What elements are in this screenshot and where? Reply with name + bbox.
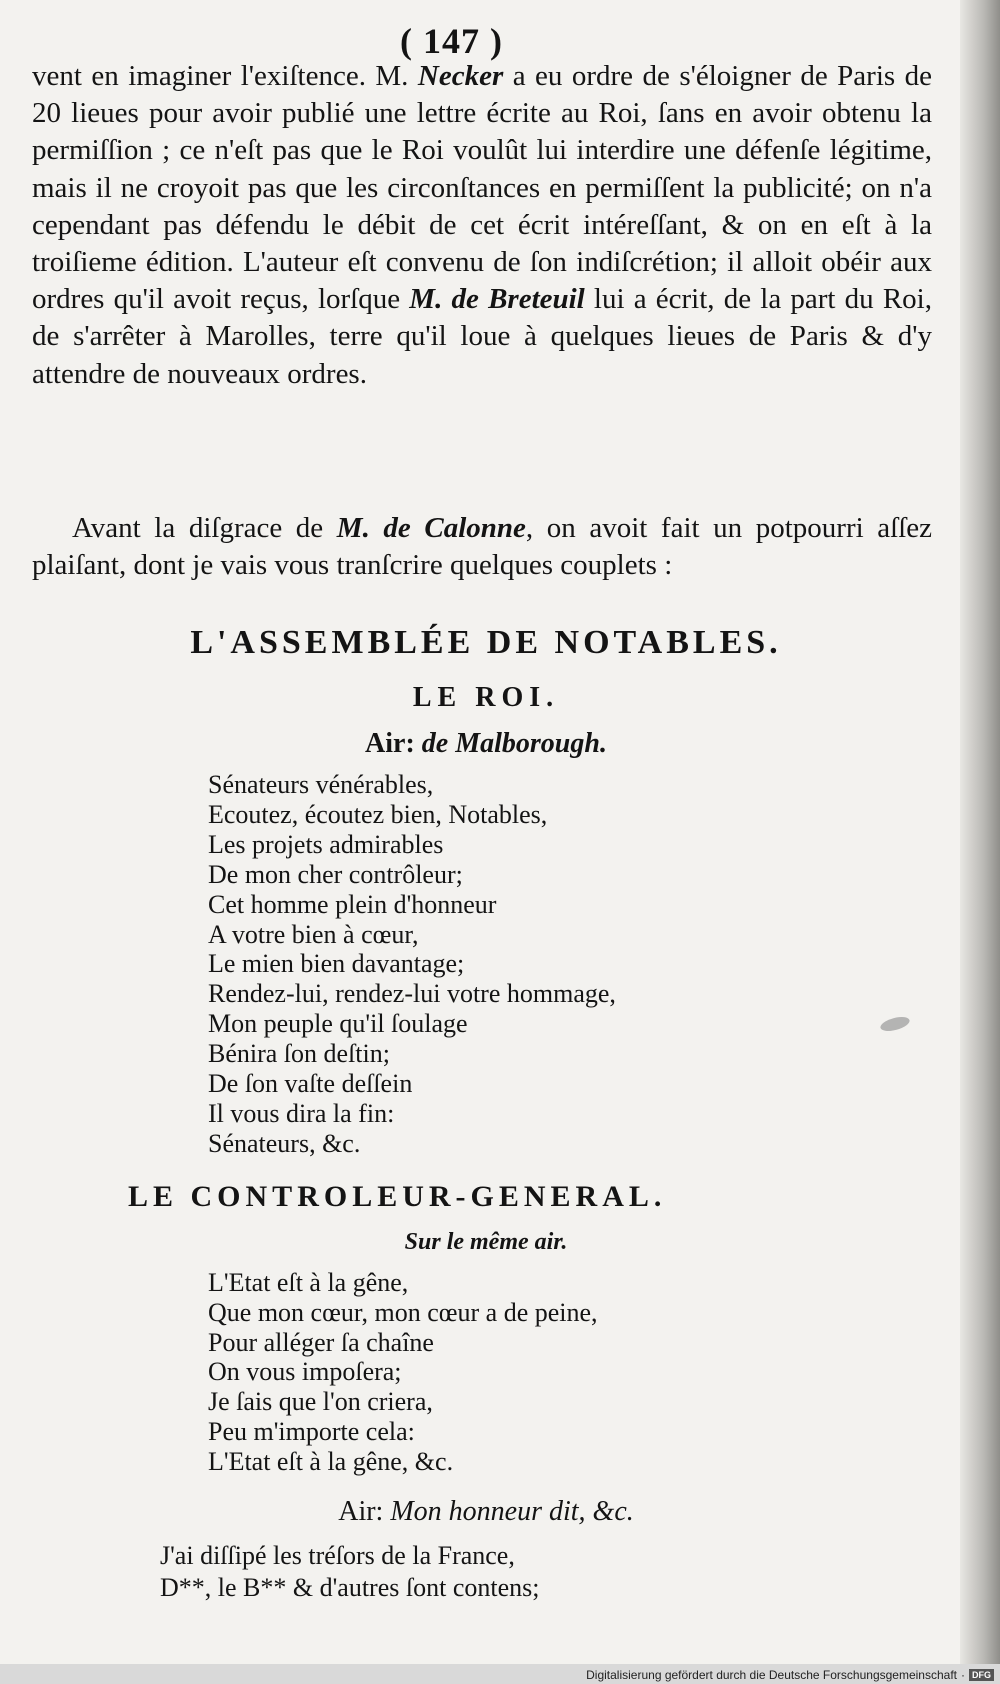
digitization-footer: Digitalisierung gefördert durch die Deutsche Forschungsgemeinschaft · DFG (586, 1668, 994, 1682)
footer-text: Digitalisierung gefördert durch die Deutsche Forschungsgemeinschaft (586, 1668, 957, 1682)
air-melody (0, 728, 972, 760)
verse-line: Les projets admirables (208, 829, 444, 859)
paragraph-calonne (32, 510, 932, 584)
paragraph-necker (32, 58, 932, 393)
verse-line: De mon cher contrôleur; (208, 859, 463, 889)
verse-line: Il vous dira la fin: (208, 1098, 395, 1128)
verse-line: Rendez-lui, rendez-lui votre hommage, (208, 979, 616, 1009)
air-label: Air: (365, 728, 422, 759)
verse-line: J'ai diſſipé les tréſors de la France, (160, 1541, 515, 1570)
air-honneur (0, 1496, 972, 1528)
verse-line: A votre bien à cœur, (208, 919, 419, 949)
paragraph-text: Avant la diſgrace de (72, 512, 337, 544)
verse-line: Cet homme plein d'honneur (208, 889, 497, 919)
page-number: ( 147 ) (400, 21, 503, 61)
verse-line: Peu m'importe cela: (208, 1416, 415, 1446)
verse-line: Mon peuple qu'il ſoulage (208, 1009, 468, 1039)
verse-line: L'Etat eſt à la gêne, (208, 1268, 409, 1297)
paragraph-text: , on avoit fait un potpourri aſſez plaiſant, dont je vais vous tranſcrire quelques couplets : (32, 512, 932, 582)
verse-line: Je ſais que l'on criera, (208, 1387, 433, 1417)
poem-title: L'ASSEMBLÉE DE NOTABLES. (190, 624, 782, 661)
verse-line: De ſon vaſte deſſein (208, 1069, 413, 1099)
name-calonne: M. de Calonne (336, 512, 526, 544)
verse-line: Sénateurs vénérables, (208, 770, 434, 799)
verse-line: D**, le B** & d'autres ſont contens; (160, 1573, 540, 1602)
verse-roi (208, 770, 908, 1159)
verse-line: On vous impoſera; (208, 1357, 402, 1387)
verse-line: L'Etat eſt à la gêne, &c. (208, 1446, 454, 1476)
speaker-roi: LE ROI. (412, 682, 560, 713)
paragraph-text: a eu ordre de s'éloigner de Paris de 20 lieues pour avoir publié une lettre écrite au Roi, ſans en avoir obtenu la permiſſion ; ce n'eſt pas que le Roi voulût lui interdire une défenſe légitime, mais il ne croyoit pas que les circonſtances en permiſſent la publicité; on n'a cependant pas défendu le débit de cet écrit intéreſſant, & on en eſt à la troiſieme édition. L'auteur eſt convenu de ſon indiſcrétion; il alloit obéir aux ordres qu'il avoit reçus, lorſque (32, 60, 932, 316)
verse-line: Le mien bien davantage; (208, 949, 465, 979)
verse-third (160, 1540, 539, 1604)
verse-line: Sénateurs, &c. (208, 1128, 361, 1158)
air-name: de Malborough. (421, 728, 607, 759)
dfg-logo-icon: DFG (969, 1669, 994, 1681)
name-necker: Necker (417, 60, 504, 92)
page-edge-shadow (960, 0, 1000, 1664)
verse-controleur (208, 1268, 908, 1477)
paragraph-text: lui a écrit, de la part du Roi, de s'arrêter à Marolles, terre qu'il loue à quelques lieues de Paris & d'y attendre de nouveaux ordres. (32, 283, 932, 390)
speaker-controleur: LE CONTROLEUR-GENERAL. (128, 1180, 667, 1213)
verse-line: Que mon cœur, mon cœur a de peine, (208, 1297, 598, 1327)
air-name: Mon honneur dit, &c. (390, 1496, 634, 1527)
air-same: Sur le même air. (404, 1229, 568, 1255)
verse-line: Bénira ſon deſtin; (208, 1039, 390, 1069)
verse-line: Ecoutez, écoutez bien, Notables, (208, 799, 548, 829)
paragraph-text: vent en imaginer l'exiſtence. M. (32, 60, 418, 92)
name-breteuil: M. de Breteuil (409, 283, 585, 316)
verse-line: Pour alléger ſa chaîne (208, 1327, 434, 1357)
air-label: Air: (338, 1496, 391, 1527)
